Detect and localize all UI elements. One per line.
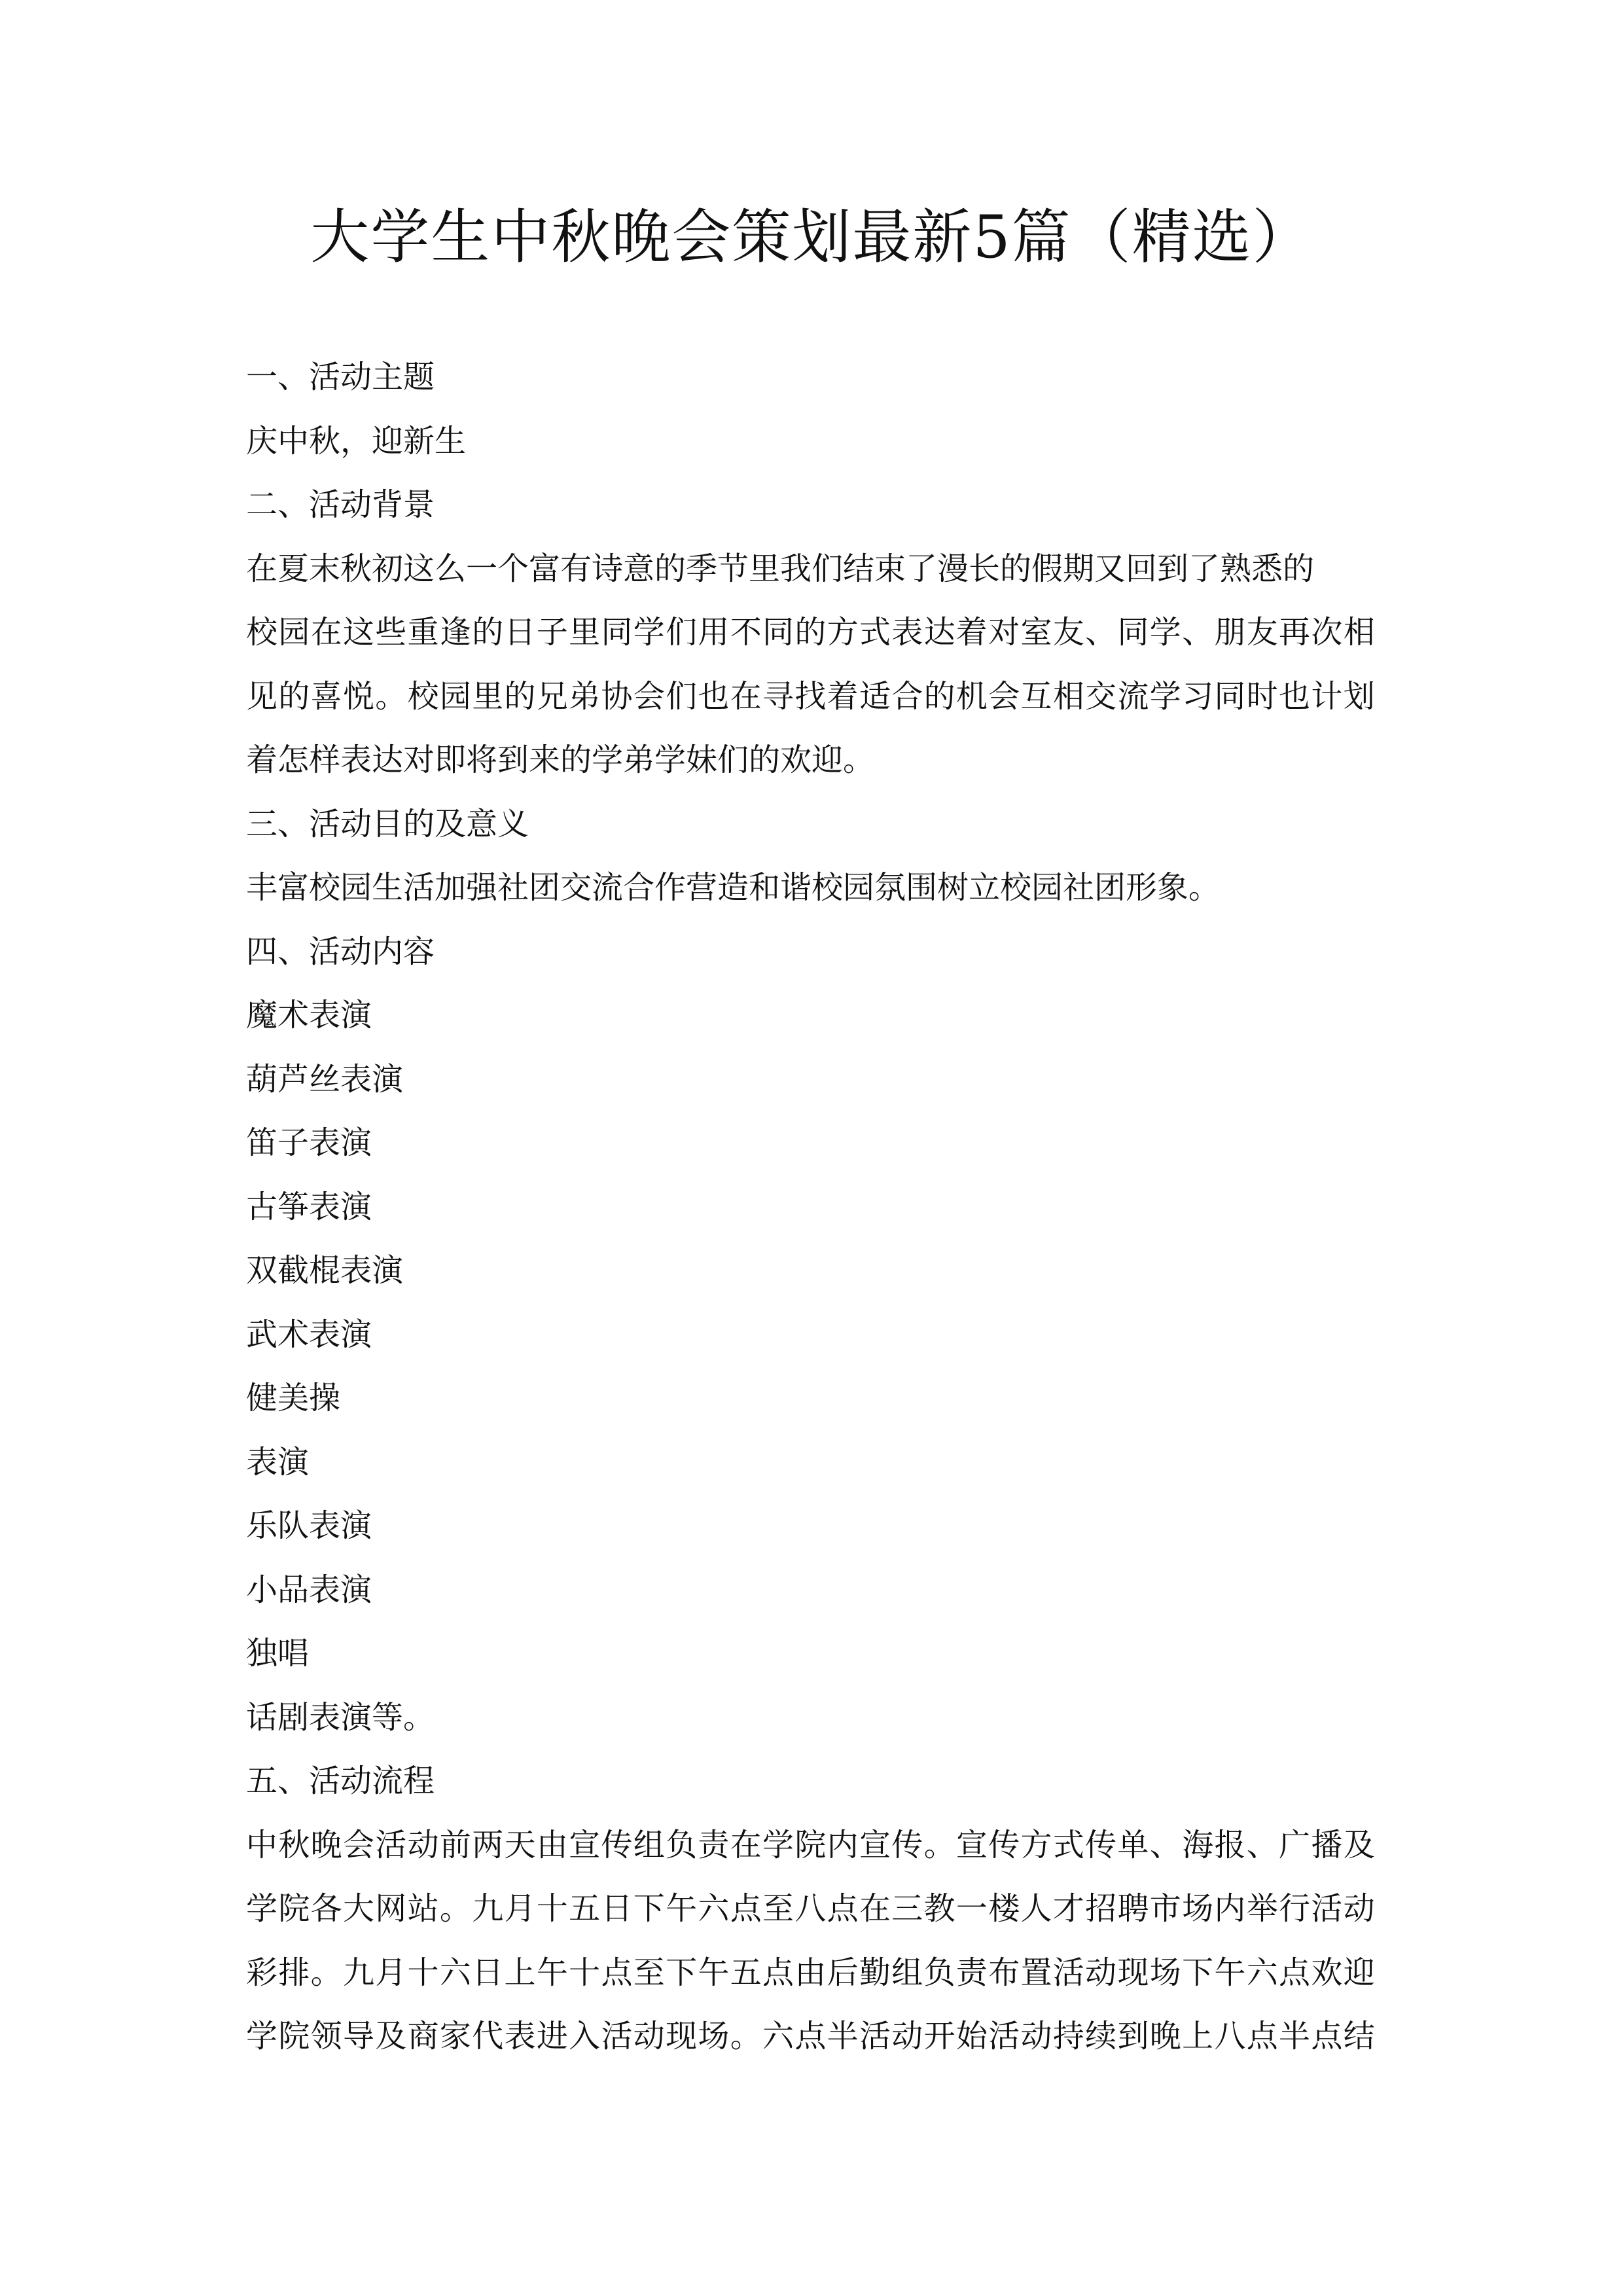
paragraph-line: 乐队表演	[246, 1507, 372, 1544]
paragraph-line: 葫芦丝表演	[246, 1060, 404, 1098]
paragraph-line: 着怎样表达对即将到来的学弟学妹们的欢迎。	[246, 742, 875, 778]
paragraph-line: 丰富校园生活加强社团交流合作营造和谐校园氛围树立校园社团形象。	[246, 869, 1221, 906]
paragraph-line: 校园在这些重逢的日子里同学们用不同的方式表达着对室友、同学、朋友再次相	[246, 614, 1376, 651]
paragraph-line: 双截棍表演	[246, 1252, 404, 1289]
paragraph-line: 小品表演	[246, 1571, 372, 1608]
paragraph-line: 中秋晚会活动前两天由宣传组负责在学院内宣传。宣传方式传单、海报、广播及	[246, 1826, 1376, 1863]
document-title: 大学生中秋晚会策划最新5篇（精选）	[310, 203, 1313, 272]
paragraph-line: 彩排。九月十六日上午十点至下午五点由后勤组负责布置活动现场下午六点欢迎	[246, 1954, 1376, 1991]
section-heading: 三、活动目的及意义	[246, 805, 529, 842]
section-heading: 五、活动流程	[246, 1763, 435, 1799]
paragraph-line: 魔术表演	[246, 997, 372, 1033]
paragraph-line: 笛子表演	[246, 1124, 372, 1161]
paragraph-line: 独唱	[246, 1635, 310, 1672]
paragraph-line: 庆中秋，迎新生	[246, 422, 467, 459]
paragraph-line: 学院领导及商家代表进入活动现场。六点半活动开始活动持续到晚上八点半点结	[246, 2018, 1376, 2054]
paragraph-line: 健美操	[246, 1380, 341, 1416]
paragraph-line: 古筝表演	[246, 1188, 372, 1225]
paragraph-line: 话剧表演等。	[246, 1698, 435, 1736]
section-heading: 四、活动内容	[246, 933, 435, 970]
document-body	[246, 346, 1398, 2069]
paragraph-line: 在夏末秋初这么一个富有诗意的季节里我们结束了漫长的假期又回到了熟悉的	[246, 550, 1315, 587]
paragraph-line: 学院各大网站。九月十五日下午六点至八点在三教一楼人才招聘市场内举行活动	[246, 1890, 1376, 1927]
section-heading: 二、活动背景	[246, 486, 435, 523]
paragraph-line: 表演	[246, 1443, 310, 1480]
paragraph-line: 武术表演	[246, 1316, 372, 1353]
paragraph-line: 见的喜悦。校园里的兄弟协会们也在寻找着适合的机会互相交流学习同时也计划	[246, 677, 1376, 715]
section-heading: 一、活动主题	[246, 359, 435, 395]
